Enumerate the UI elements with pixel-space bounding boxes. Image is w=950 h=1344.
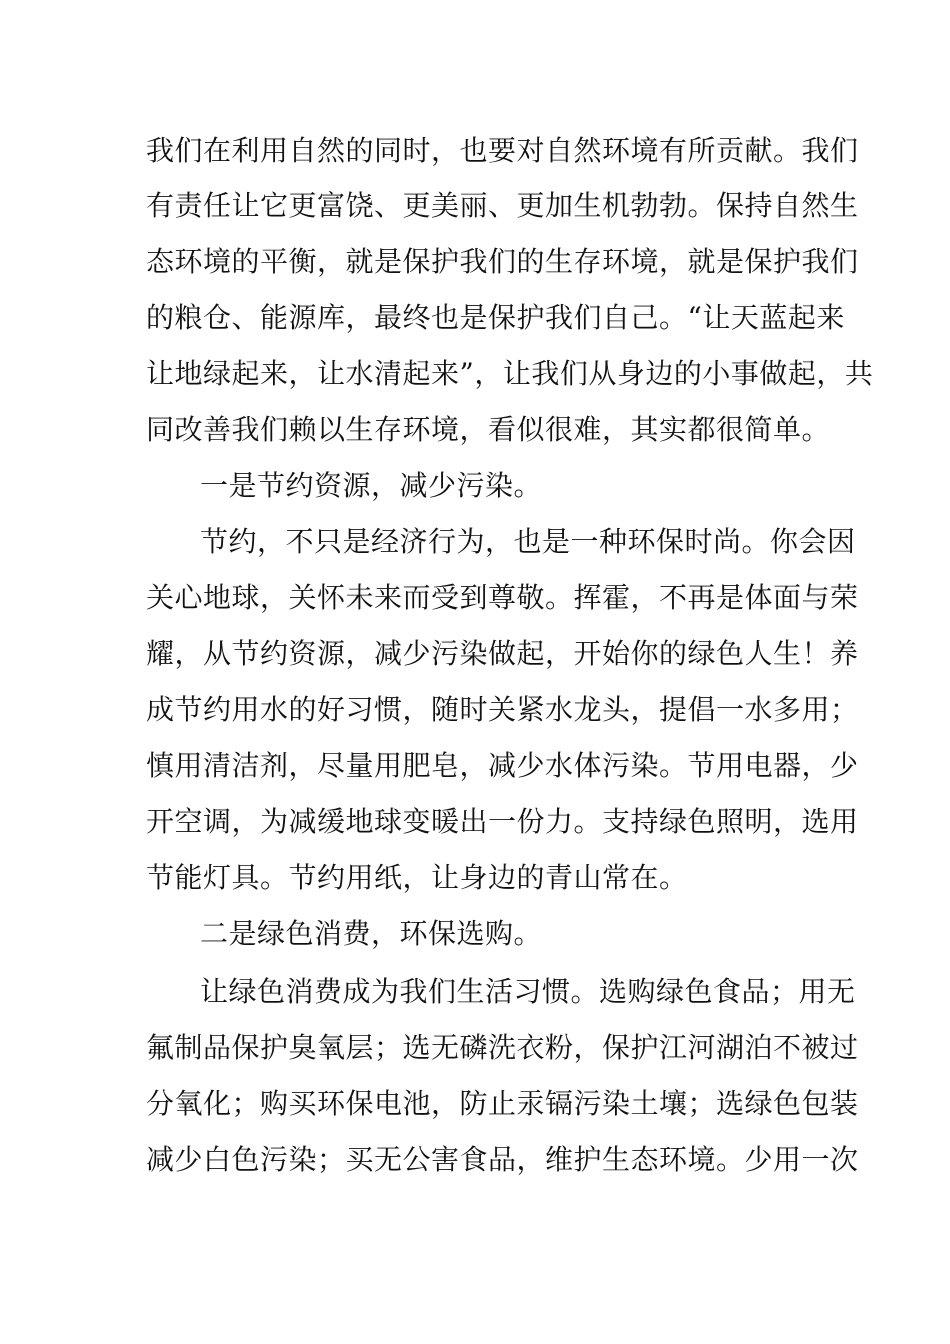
paragraph-line: 耀，从节约资源，减少污染做起，开始你的绿色人生！养 [146,637,859,670]
paragraph-line: 节能灯具。节约用纸，让身边的青山常在。 [146,861,688,894]
paragraph-line: 态环境的平衡，就是保护我们的生存环境，就是保护我们 [146,245,859,278]
paragraph-line: 让绿色消费成为我们生活习惯。选购绿色食品；用无 [200,975,856,1008]
paragraph-line: 有责任让它更富饶、更美丽、更加生机勃勃。保持自然生 [146,189,859,222]
paragraph-line: 氟制品保护臭氧层；选无磷洗衣粉，保护江河湖泊不被过 [146,1031,859,1064]
paragraph-line: 节约，不只是经济行为，也是一种环保时尚。你会因 [200,525,856,558]
paragraph-line: 开空调，为减缓地球变暖出一份力。支持绿色照明，选用 [146,805,859,838]
paragraph-line: 分氧化；购买环保电池，防止汞镉污染土壤；选绿色包装 [146,1087,859,1120]
paragraph-line: 同改善我们赖以生存环境，看似很难，其实都很简单。 [146,413,831,446]
paragraph-line: 的粮仓、能源库，最终也是保护我们自己。“让天蓝起来 [146,301,845,334]
paragraph-line: 关心地球，关怀未来而受到尊敬。挥霍，不再是体面与荣 [146,581,859,614]
paragraph-line: 让地绿起来，让水清起来”，让我们从身边的小事做起，共 [146,357,874,390]
section-heading: 一是节约资源，减少污染。 [200,469,543,502]
paragraph-line: 我们在利用自然的同时，也要对自然环境有所贡献。我们 [146,134,859,167]
section-heading: 二是绿色消费，环保选购。 [200,917,543,950]
paragraph-line: 减少白色污染；买无公害食品，维护生态环境。少用一次 [146,1143,859,1176]
paragraph-line: 成节约用水的好习惯，随时关紧水龙头，提倡一水多用； [146,693,859,726]
paragraph-line: 慎用清洁剂，尽量用肥皂，减少水体污染。节用电器，少 [146,749,859,782]
